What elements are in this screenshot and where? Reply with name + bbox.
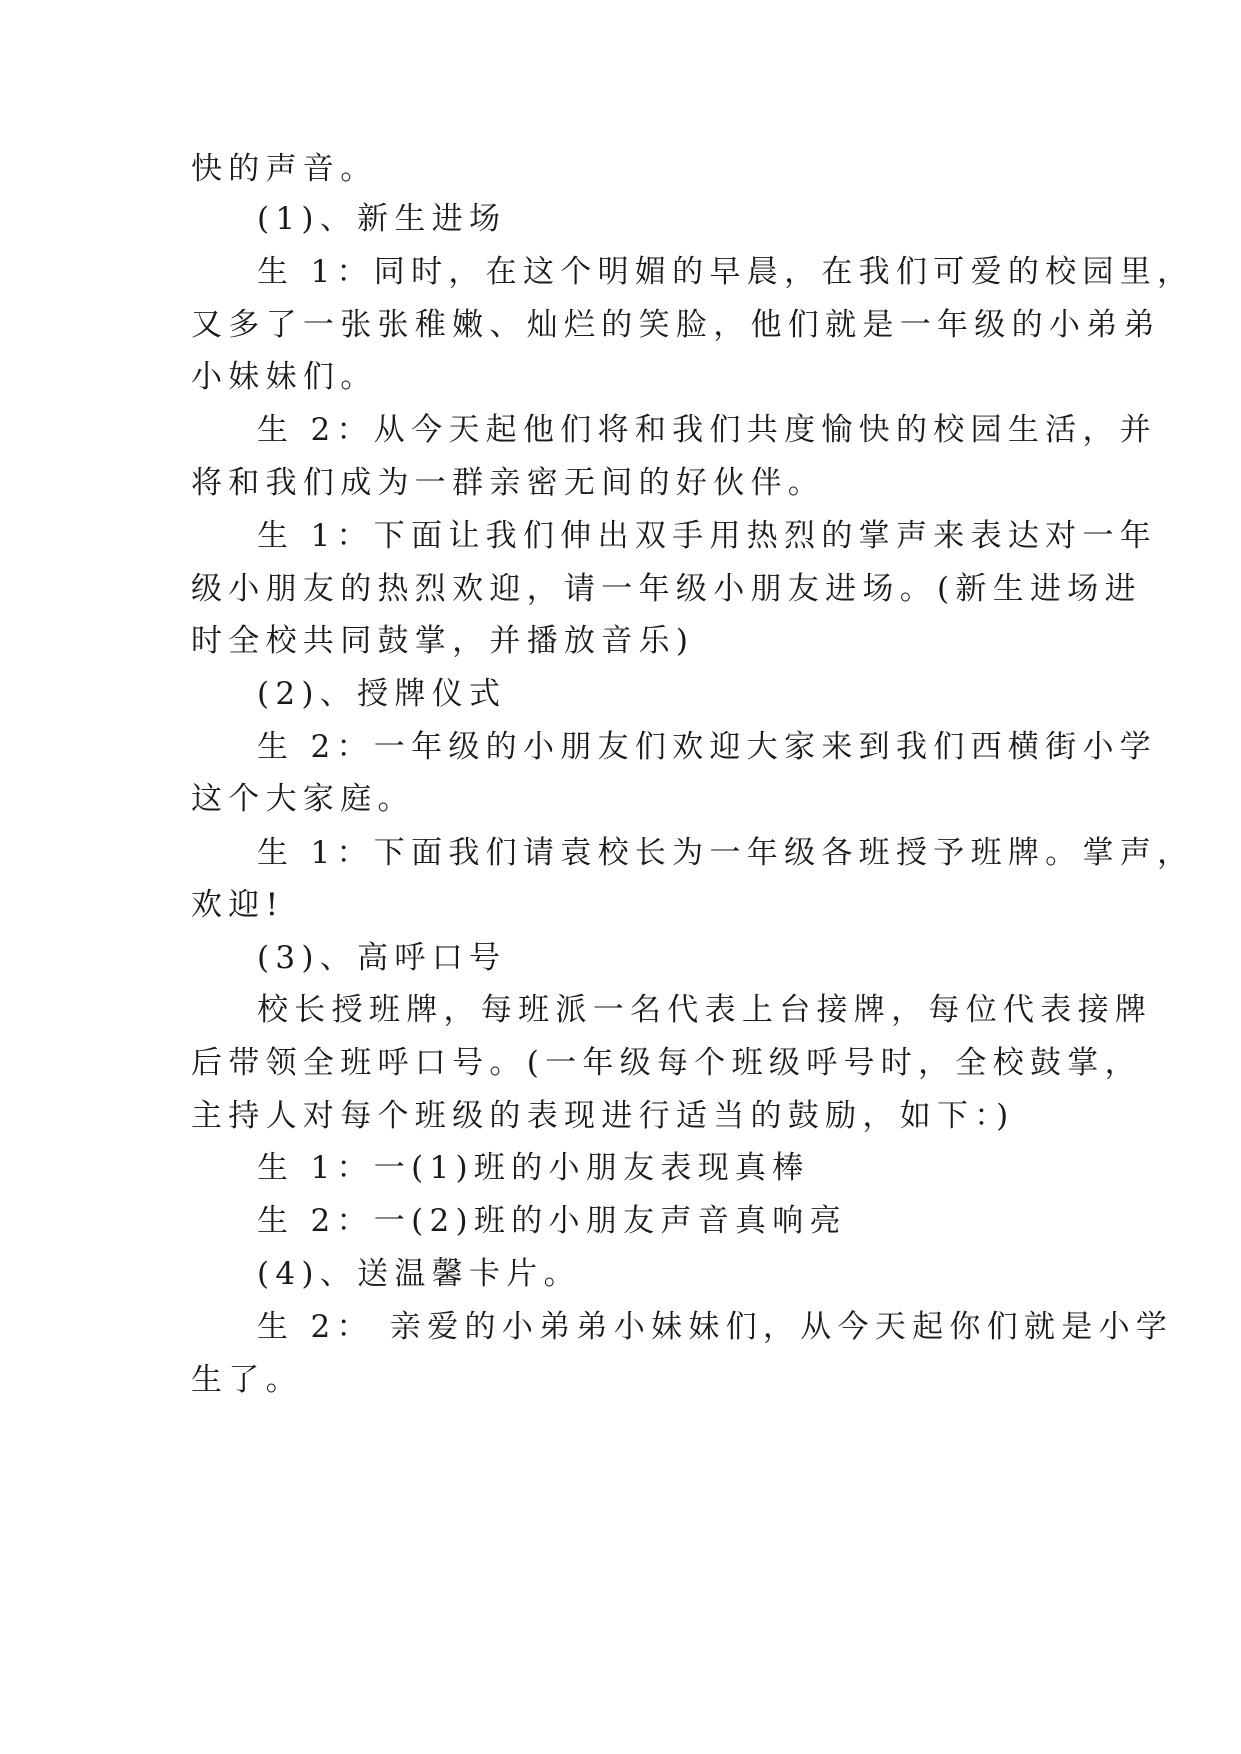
text-line: 将和我们成为一群亲密无间的好伙伴。 bbox=[191, 465, 826, 501]
section-heading: (2)、授牌仪式 bbox=[257, 676, 507, 712]
text-line: 生 2：从今天起他们将和我们共度愉快的校园生活，并 bbox=[257, 412, 1158, 448]
text-line: 欢迎! bbox=[191, 887, 285, 923]
text-line: 快的声音。 bbox=[191, 151, 378, 187]
text-line: 校长授班牌，每班派一名代表上台接牌，每位代表接牌 bbox=[257, 992, 1153, 1028]
section-heading: (3)、高呼口号 bbox=[257, 940, 507, 976]
text-line: 后带领全班呼口号。(一年级每个班级呼号时，全校鼓掌， bbox=[191, 1045, 1142, 1081]
text-line: 时全校共同鼓掌，并播放音乐) bbox=[191, 623, 695, 659]
text-line: 生 1：一(1)班的小朋友表现真棒 bbox=[257, 1150, 810, 1186]
section-heading: (1)、新生进场 bbox=[257, 201, 507, 237]
text-line: 生了。 bbox=[191, 1362, 303, 1398]
text-line: 这个大家庭。 bbox=[191, 781, 415, 817]
text-line: 生 2：一(2)班的小朋友声音真响亮 bbox=[257, 1203, 847, 1239]
text-line: 生 2： 亲爱的小弟弟小妹妹们，从今天起你们就是小学 bbox=[257, 1309, 1174, 1345]
text-line: 生 2：一年级的小朋友们欢迎大家来到我们西横街小学 bbox=[257, 729, 1158, 765]
text-line: 小妹妹们。 bbox=[191, 359, 378, 395]
text-line: 级小朋友的热烈欢迎，请一年级小朋友进场。(新生进场进 bbox=[191, 571, 1142, 607]
section-heading: (4)、送温馨卡片。 bbox=[257, 1256, 581, 1292]
text-line: 又多了一张张稚嫩、灿烂的笑脸，他们就是一年级的小弟弟 bbox=[191, 307, 1161, 343]
text-line: 生 1：同时，在这个明媚的早晨，在我们可爱的校园里， bbox=[257, 254, 1195, 290]
text-line: 生 1：下面让我们伸出双手用热烈的掌声来表达对一年 bbox=[257, 518, 1158, 554]
text-line: 生 1：下面我们请袁校长为一年级各班授予班牌。掌声， bbox=[257, 835, 1195, 871]
text-line: 主持人对每个班级的表现进行适当的鼓励，如下：) bbox=[191, 1098, 1015, 1134]
